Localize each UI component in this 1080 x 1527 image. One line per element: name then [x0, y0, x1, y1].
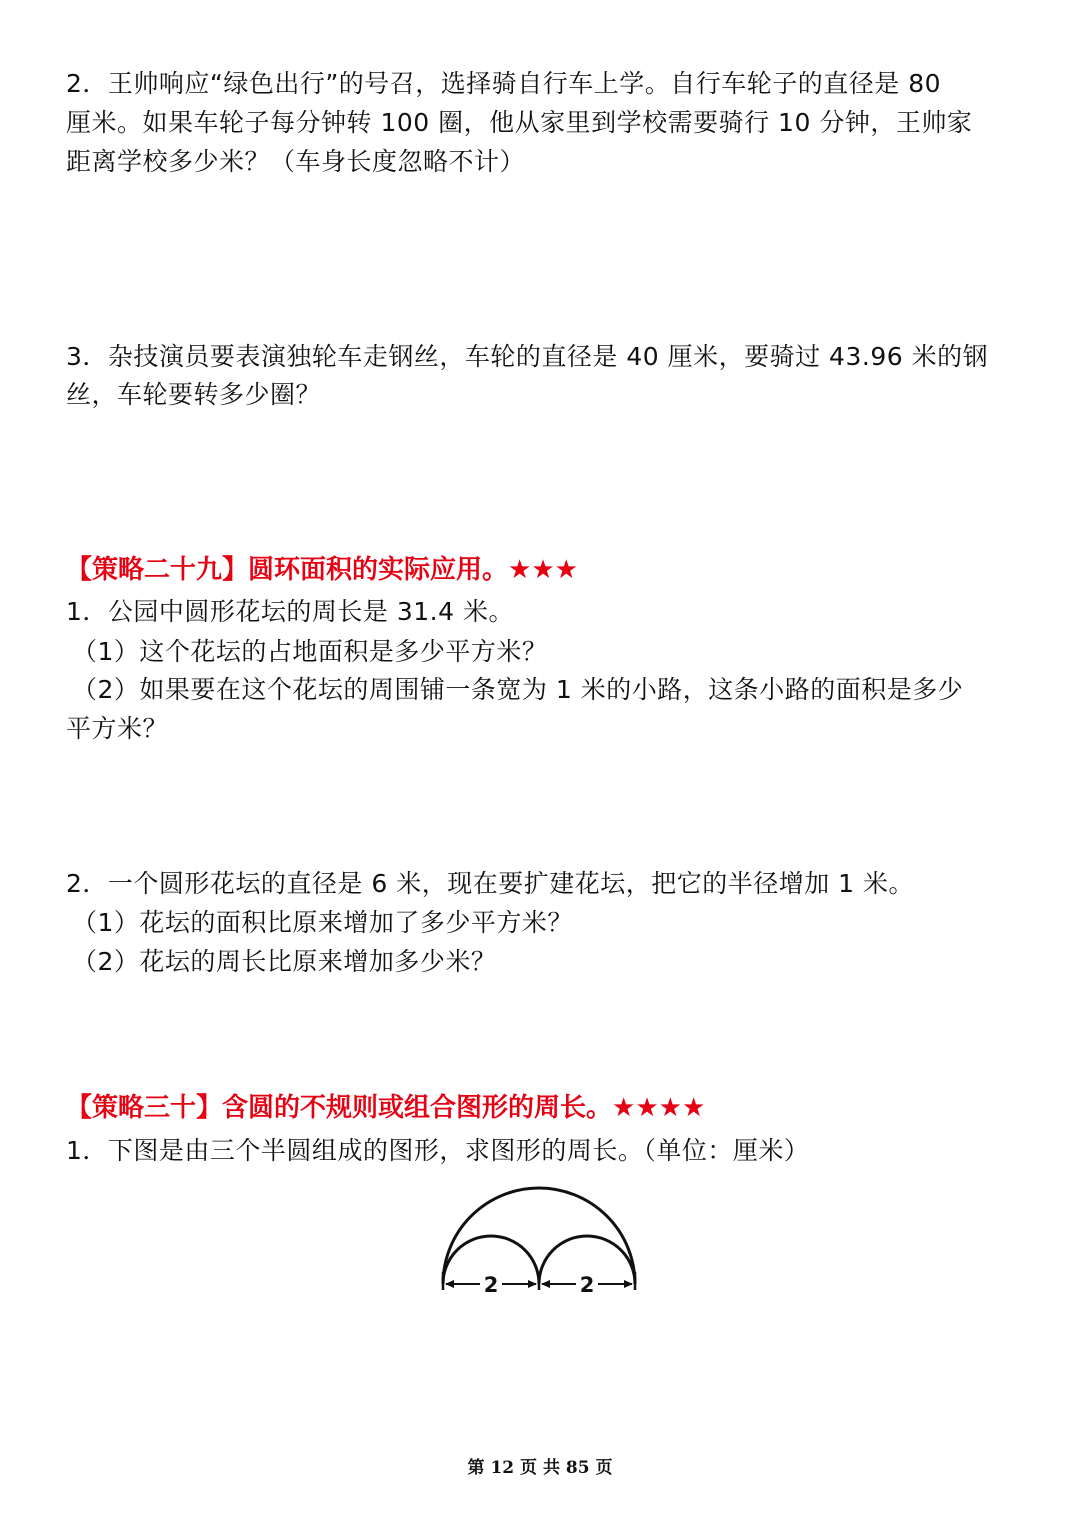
arrow-right-start-icon — [541, 1280, 550, 1288]
q2-line-3: 距离学校多少米？（车身长度忽略不计） — [66, 147, 526, 176]
large-semicircle — [443, 1188, 635, 1284]
s29-q2-line: 2．一个圆形花坛的直径是 6 米，现在要扩建花坛，把它的半径增加 1 米。 — [66, 869, 915, 898]
q2-line-2: 厘米。如果车轮子每分钟转 100 圈，他从家里到学校需要骑行 10 分钟，王帅家 — [66, 108, 973, 137]
s29-q2-part-2: （2）花坛的周长比原来增加多少米？ — [72, 947, 497, 976]
q2-line-1: 2．王帅响应“绿色出行”的号召，选择骑自行车上学。自行车轮子的直径是 80 — [66, 69, 942, 98]
q3-line-1: 3．杂技演员要表演独轮车走钢丝，车轮的直径是 40 厘米，要骑过 43.96 米的钢 — [66, 342, 989, 371]
q3-line-2: 丝，车轮要转多少圈？ — [66, 380, 322, 409]
strategy-30-title: 【策略三十】含圆的不规则或组合图形的周长。 — [66, 1093, 613, 1123]
arrow-left-start-icon — [445, 1280, 454, 1288]
strategy-29-stars-icon: ★★★ — [508, 555, 578, 585]
s29-q1-part-1: （1）这个花坛的占地面积是多少平方米？ — [72, 637, 548, 666]
s29-q1-part-2a: （2）如果要在这个花坛的周围铺一条宽为 1 米的小路，这条小路的面积是多少 — [72, 675, 964, 704]
strategy-29-title: 【策略二十九】圆环面积的实际应用。 — [66, 555, 509, 585]
s29-q1-part-2b: 平方米？ — [66, 714, 169, 743]
strategy-30-stars-icon: ★★★★ — [612, 1093, 706, 1123]
strategy-29-heading — [66, 550, 578, 590]
s30-q1-line: 1．下图是由三个半圆组成的图形，求图形的周长。（单位：厘米） — [66, 1136, 810, 1165]
semicircles-figure — [430, 1176, 650, 1306]
arrow-left-end-icon — [528, 1280, 537, 1288]
page-footer: 第 12 页 共 85 页 — [467, 1458, 613, 1478]
s29-q1-line: 1．公园中圆形花坛的周长是 31.4 米。 — [66, 597, 514, 626]
arrow-right-end-icon — [624, 1280, 633, 1288]
dim-label-left: 2 — [483, 1273, 499, 1297]
s29-q2-part-1: （1）花坛的面积比原来增加了多少平方米？ — [72, 908, 573, 937]
strategy-30-heading — [66, 1088, 705, 1128]
dim-label-right: 2 — [579, 1273, 595, 1297]
